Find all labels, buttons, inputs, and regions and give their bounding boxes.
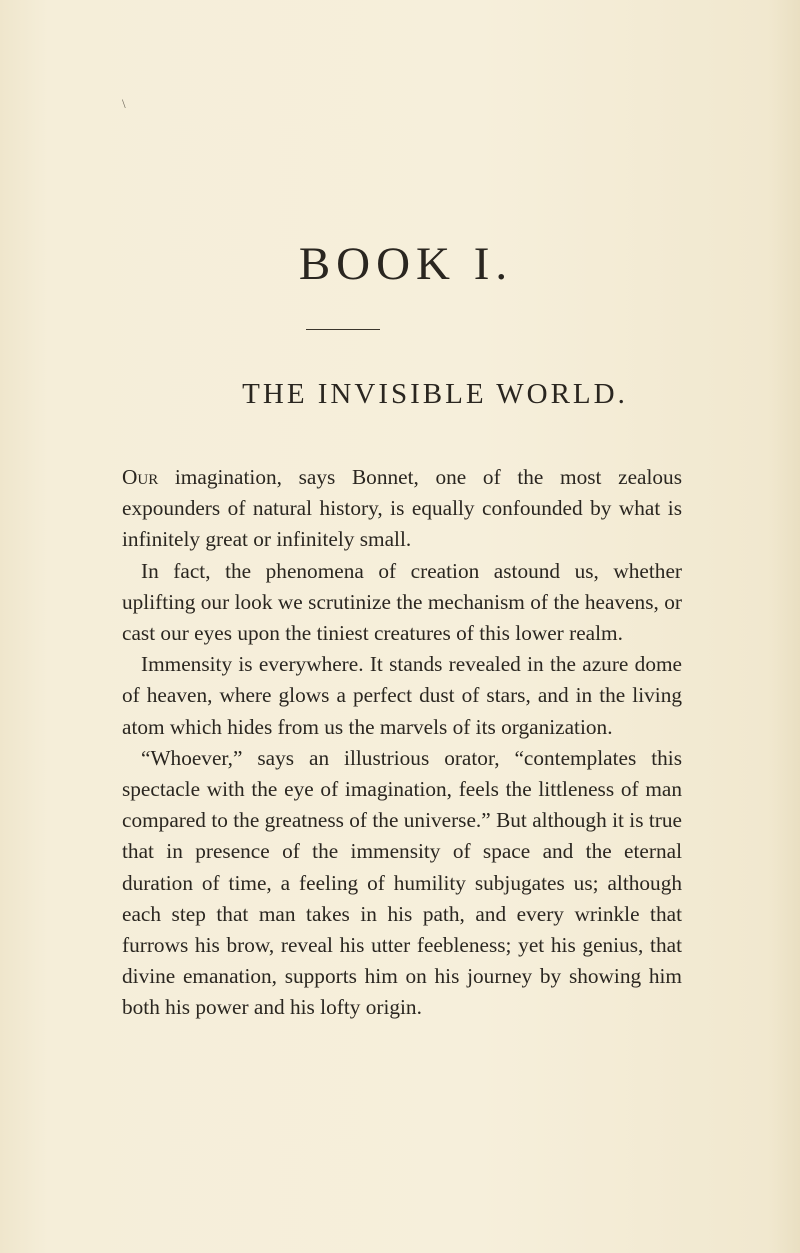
paragraph-4: “Whoever,” says an illustrious orator, “contemplates this spectacle with the eye of imagination, feels the littleness of man compared to the greatness of the universe.” But although it is true that in presence of the immensity of space and the eternal duration of time, a feeling of humility subjugates us; although each step that man takes in his path, and every wrinkle that furrows his brow, reveal his utter feebleness; yet his genius, that divine emanation, supports him on his journey by showing him both his power and his lofty origin. [122,745,682,1020]
body-text [122,462,682,1024]
chapter-title: THE INVISIBLE WORLD. [242,378,628,410]
book-title: BOOK I. [298,238,514,290]
paragraph-1-text: imagination, says Bonnet, one of the most zealous expounders of natural history, is equally confounded by what is infinitely great or infinitely small. [122,465,682,552]
paragraph-lead-word: Our [122,465,159,489]
paragraph-2: In fact, the phenomena of creation astound us, whether uplifting our look we scrutinize the mechanism of the heavens, or cast our eyes upon the tiniest creatures of this lower realm. [122,558,682,646]
title-divider [306,329,380,330]
corner-mark: \ [122,96,126,111]
paragraph-1 [122,462,682,556]
paragraph-3: Immensity is everywhere. It stands revealed in the azure dome of heaven, where glows a perfect dust of stars, and in the living atom which hides from us the marvels of its organization. [122,652,682,739]
